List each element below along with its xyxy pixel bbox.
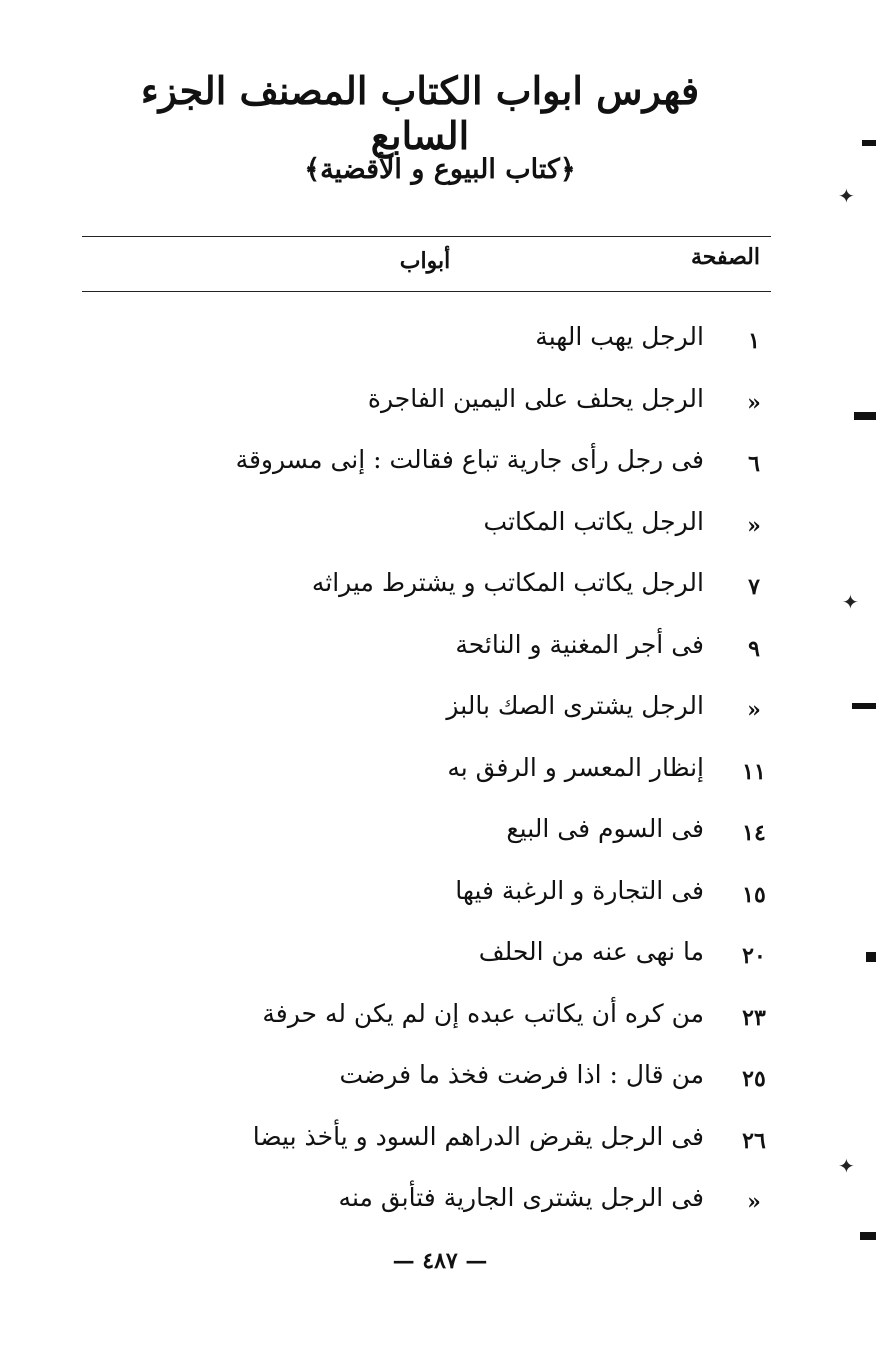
index-entry — [0, 495, 876, 557]
entry-page-number: ٢٥ — [742, 1066, 766, 1092]
entry-title: الرجل يكاتب المكاتب — [483, 506, 704, 536]
entry-page-number: ١ — [748, 328, 760, 354]
index-entry — [0, 864, 876, 926]
entry-page-number: « — [747, 512, 761, 539]
entry-page-number: « — [747, 1189, 761, 1215]
index-entry — [0, 679, 876, 741]
index-entry — [0, 1110, 876, 1172]
index-entry — [0, 433, 876, 495]
index-entry — [0, 1048, 876, 1110]
index-entry — [0, 741, 876, 803]
index-entry — [0, 556, 876, 618]
index-list — [0, 310, 876, 1233]
entry-title: الرجل يكاتب المكاتب و يشترط ميراثه — [311, 568, 704, 597]
book-subtitle: ﴿كتاب البيوع و الأقضية﴾ — [304, 154, 576, 185]
column-header-page: الصفحة — [690, 244, 760, 270]
entry-title: فى رجل رأى جارية تباع فقالت : إنى مسروقة — [235, 445, 704, 474]
entry-page-number: ٩ — [748, 635, 760, 662]
star-mark-icon: ✦ — [842, 590, 859, 614]
scan-edge-mark — [852, 703, 876, 709]
entry-title: فى الرجل يقرض الدراهم السود و يأخذ بيضا — [252, 1121, 704, 1151]
entry-page-number: ٧ — [748, 574, 760, 600]
index-entry — [0, 310, 876, 372]
index-entry — [0, 925, 876, 987]
star-mark-icon: ✦ — [838, 184, 855, 208]
index-entry — [0, 802, 876, 864]
entry-page-number: « — [747, 389, 761, 416]
scan-edge-mark — [854, 412, 876, 420]
entry-page-number: ٢٠ — [742, 943, 766, 969]
header-rule-top — [82, 236, 771, 237]
entry-page-number: ٢٣ — [742, 1004, 766, 1031]
entry-page-number: « — [747, 697, 761, 723]
entry-page-number: ٦ — [748, 451, 760, 477]
index-entry — [0, 987, 876, 1049]
index-entry — [0, 1171, 876, 1233]
page-number-footer: — ٤٨٧ — — [392, 1248, 488, 1274]
entry-title: من كره أن يكاتب عبده إن لم يكن له حرفة — [262, 998, 704, 1028]
entry-title: الرجل يشترى الصك بالبز — [446, 691, 704, 720]
star-mark-icon: ✦ — [838, 1154, 855, 1178]
entry-page-number: ١٥ — [742, 881, 766, 908]
page-title: فهرس ابواب الكتاب المصنف الجزء السابع — [140, 68, 700, 158]
scan-edge-mark — [862, 140, 876, 146]
entry-title: فى التجارة و الرغبة فيها — [455, 875, 704, 905]
entry-title: ما نهى عنه من الحلف — [478, 937, 704, 966]
header-rule-bottom — [82, 291, 771, 292]
entry-title: من قال : اذا فرضت فخذ ما فرضت — [339, 1060, 704, 1089]
index-entry — [0, 618, 876, 680]
scan-edge-mark — [860, 1232, 876, 1240]
column-header-chapters: أبواب — [399, 248, 451, 274]
entry-title: فى الرجل يشترى الجارية فتأبق منه — [338, 1183, 704, 1212]
entry-page-number: ٢٦ — [742, 1127, 766, 1154]
entry-title: إنظار المعسر و الرفق به — [447, 752, 704, 782]
entry-title: فى أجر المغنية و النائحة — [455, 629, 704, 659]
entry-page-number: ١٤ — [742, 820, 766, 846]
entry-page-number: ١١ — [742, 758, 766, 785]
entry-title: الرجل يحلف على اليمين الفاجرة — [367, 383, 704, 413]
entry-title: فى السوم فى البيع — [506, 814, 704, 843]
index-entry — [0, 372, 876, 434]
scan-edge-mark — [866, 952, 876, 962]
entry-title: الرجل يهب الهبة — [535, 322, 704, 351]
